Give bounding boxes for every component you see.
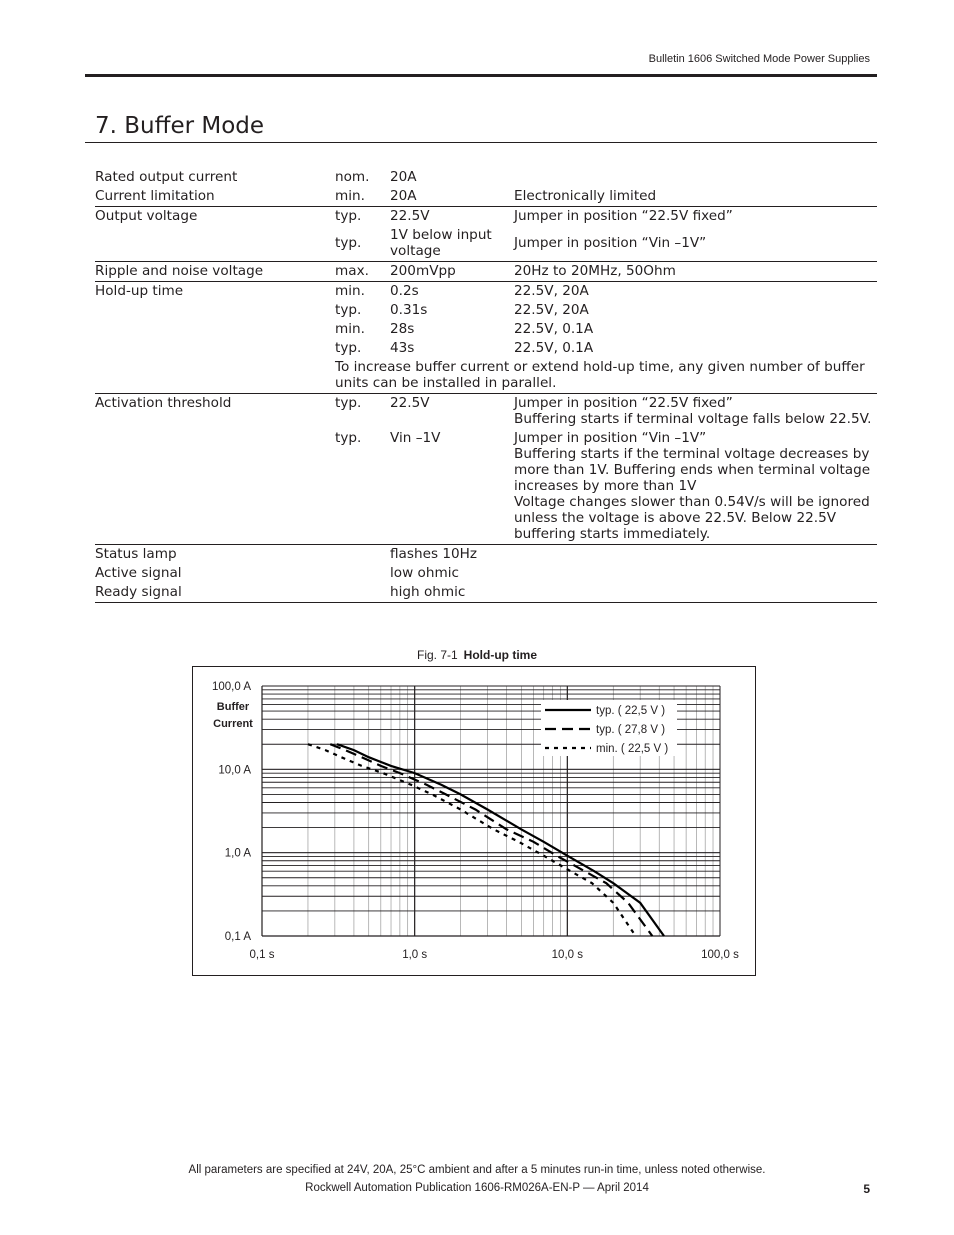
- spec-table: [95, 168, 877, 603]
- param-value: 20A: [390, 187, 514, 207]
- table-row: [95, 301, 877, 320]
- legend-label: typ. ( 27,8 V ): [596, 724, 666, 736]
- param-note: 22.5V, 20A: [514, 283, 589, 299]
- x-tick-label: 100,0 s: [701, 949, 739, 961]
- param-value: 22.5V: [390, 208, 430, 224]
- param-note: Electronically limited: [514, 187, 877, 207]
- header-rule: [85, 74, 877, 77]
- activation-note: Voltage changes slower than 0.54V/s will be ignored unless the voltage is above 22.5V. Below 22.5V buffering starts immediately.: [514, 494, 870, 542]
- activation-note: Buffering starts if terminal voltage falls below 22.5V.: [514, 411, 872, 427]
- x-tick-label: 1,0 s: [402, 949, 428, 961]
- table-row: [95, 339, 877, 358]
- y-tick-label: 0,1 A: [224, 931, 251, 943]
- param-label: Hold-up time: [95, 283, 184, 299]
- y-axis-label: Buffer: [216, 701, 250, 713]
- param-value: Vin –1V: [390, 429, 514, 545]
- footer-publication: Rockwell Automation Publication 1606-RM026A-EN-P — April 2014: [305, 1182, 649, 1194]
- param-cond: nom.: [335, 169, 370, 185]
- table-row: [95, 226, 877, 262]
- table-row: [95, 358, 877, 394]
- table-row: [95, 187, 877, 207]
- param-label: Active signal: [95, 565, 182, 581]
- param-note: [514, 394, 877, 430]
- param-cond: min.: [335, 187, 390, 207]
- param-note: [514, 168, 877, 187]
- param-note: 22.5V, 0.1A: [514, 340, 594, 356]
- y-tick-label: 100,0 A: [211, 681, 251, 693]
- param-label: Status lamp: [95, 546, 177, 562]
- x-tick-label: 10,0 s: [551, 949, 583, 961]
- activation-note: Buffering starts if the terminal voltage decreases by more than 1V. Buffering ends when terminal voltage increases by more than 1V: [514, 446, 871, 494]
- param-label: Rated output current: [95, 169, 238, 185]
- section-title: 7. Buffer Mode: [95, 113, 265, 139]
- y-tick-label: 1,0 A: [224, 847, 251, 860]
- param-value: 0.31s: [390, 302, 428, 318]
- param-value: 1V below input voltage: [390, 226, 514, 262]
- param-label: Activation threshold: [95, 395, 232, 411]
- page-number: 5: [863, 1182, 870, 1196]
- param-cond: typ.: [335, 302, 362, 318]
- bulletin-title: Bulletin 1606 Switched Mode Power Supplies: [648, 53, 870, 65]
- param-note: Jumper in position “22.5V fixed”: [514, 208, 733, 224]
- figure-number: Fig. 7-1: [416, 648, 458, 662]
- title-rule: [85, 142, 877, 143]
- param-note: 22.5V, 20A: [514, 302, 589, 318]
- holdup-remark: To increase buffer current or extend hold-up time, any given number of buffer units can be installed in parallel.: [335, 358, 877, 394]
- param-cond: typ.: [335, 395, 362, 411]
- param-cond: max.: [335, 262, 390, 282]
- table-row: [95, 320, 877, 339]
- figure-caption: [0, 648, 954, 662]
- param-note: 20Hz to 20MHz, 50Ohm: [514, 262, 877, 282]
- param-value: 43s: [390, 340, 415, 356]
- param-note: 22.5V, 0.1A: [514, 321, 594, 337]
- param-cond: min.: [335, 283, 365, 299]
- param-value: 20A: [390, 169, 417, 185]
- param-label: Ready signal: [95, 583, 335, 603]
- table-row: [95, 168, 877, 187]
- param-cond: typ.: [335, 226, 390, 262]
- param-label: Ripple and noise voltage: [95, 262, 335, 282]
- table-row: [95, 545, 877, 565]
- param-cond: min.: [335, 321, 365, 337]
- figure-title: Hold-up time: [463, 648, 537, 662]
- legend-label: typ. ( 22,5 V ): [596, 705, 666, 717]
- activation-note: Jumper in position “Vin –1V”: [514, 430, 707, 446]
- footer-note: All parameters are specified at 24V, 20A, 25°C ambient and after a 5 minutes run-in time, unless noted otherwise.: [188, 1164, 766, 1176]
- param-note: [514, 429, 877, 545]
- table-row: [95, 394, 877, 430]
- param-value: 200mVpp: [390, 262, 514, 282]
- param-value: 28s: [390, 321, 415, 337]
- param-label: Output voltage: [95, 208, 198, 224]
- param-value: 0.2s: [390, 283, 419, 299]
- holdup-chart: [192, 666, 756, 976]
- activation-note: Jumper in position “22.5V fixed”: [514, 395, 733, 411]
- table-row: [95, 583, 877, 603]
- y-tick-label: 10,0 A: [218, 764, 251, 777]
- y-axis-label: Current: [213, 718, 253, 730]
- table-row: [95, 262, 877, 282]
- x-tick-label: 0,1 s: [249, 949, 275, 961]
- param-value: 22.5V: [390, 395, 430, 411]
- table-row: [95, 429, 877, 545]
- param-value: low ohmic: [390, 565, 459, 581]
- param-note: Jumper in position “Vin –1V”: [514, 226, 877, 262]
- param-value: flashes 10Hz: [390, 546, 478, 562]
- param-cond: typ.: [335, 340, 362, 356]
- legend-label: min. ( 22,5 V ): [596, 743, 669, 755]
- param-value: high ohmic: [390, 583, 514, 603]
- chart-svg: [193, 667, 755, 975]
- table-row: [95, 282, 877, 302]
- table-row: [95, 207, 877, 227]
- param-cond: typ.: [335, 429, 390, 545]
- table-row: [95, 564, 877, 583]
- param-label: Current limitation: [95, 187, 335, 207]
- param-cond: typ.: [335, 208, 362, 224]
